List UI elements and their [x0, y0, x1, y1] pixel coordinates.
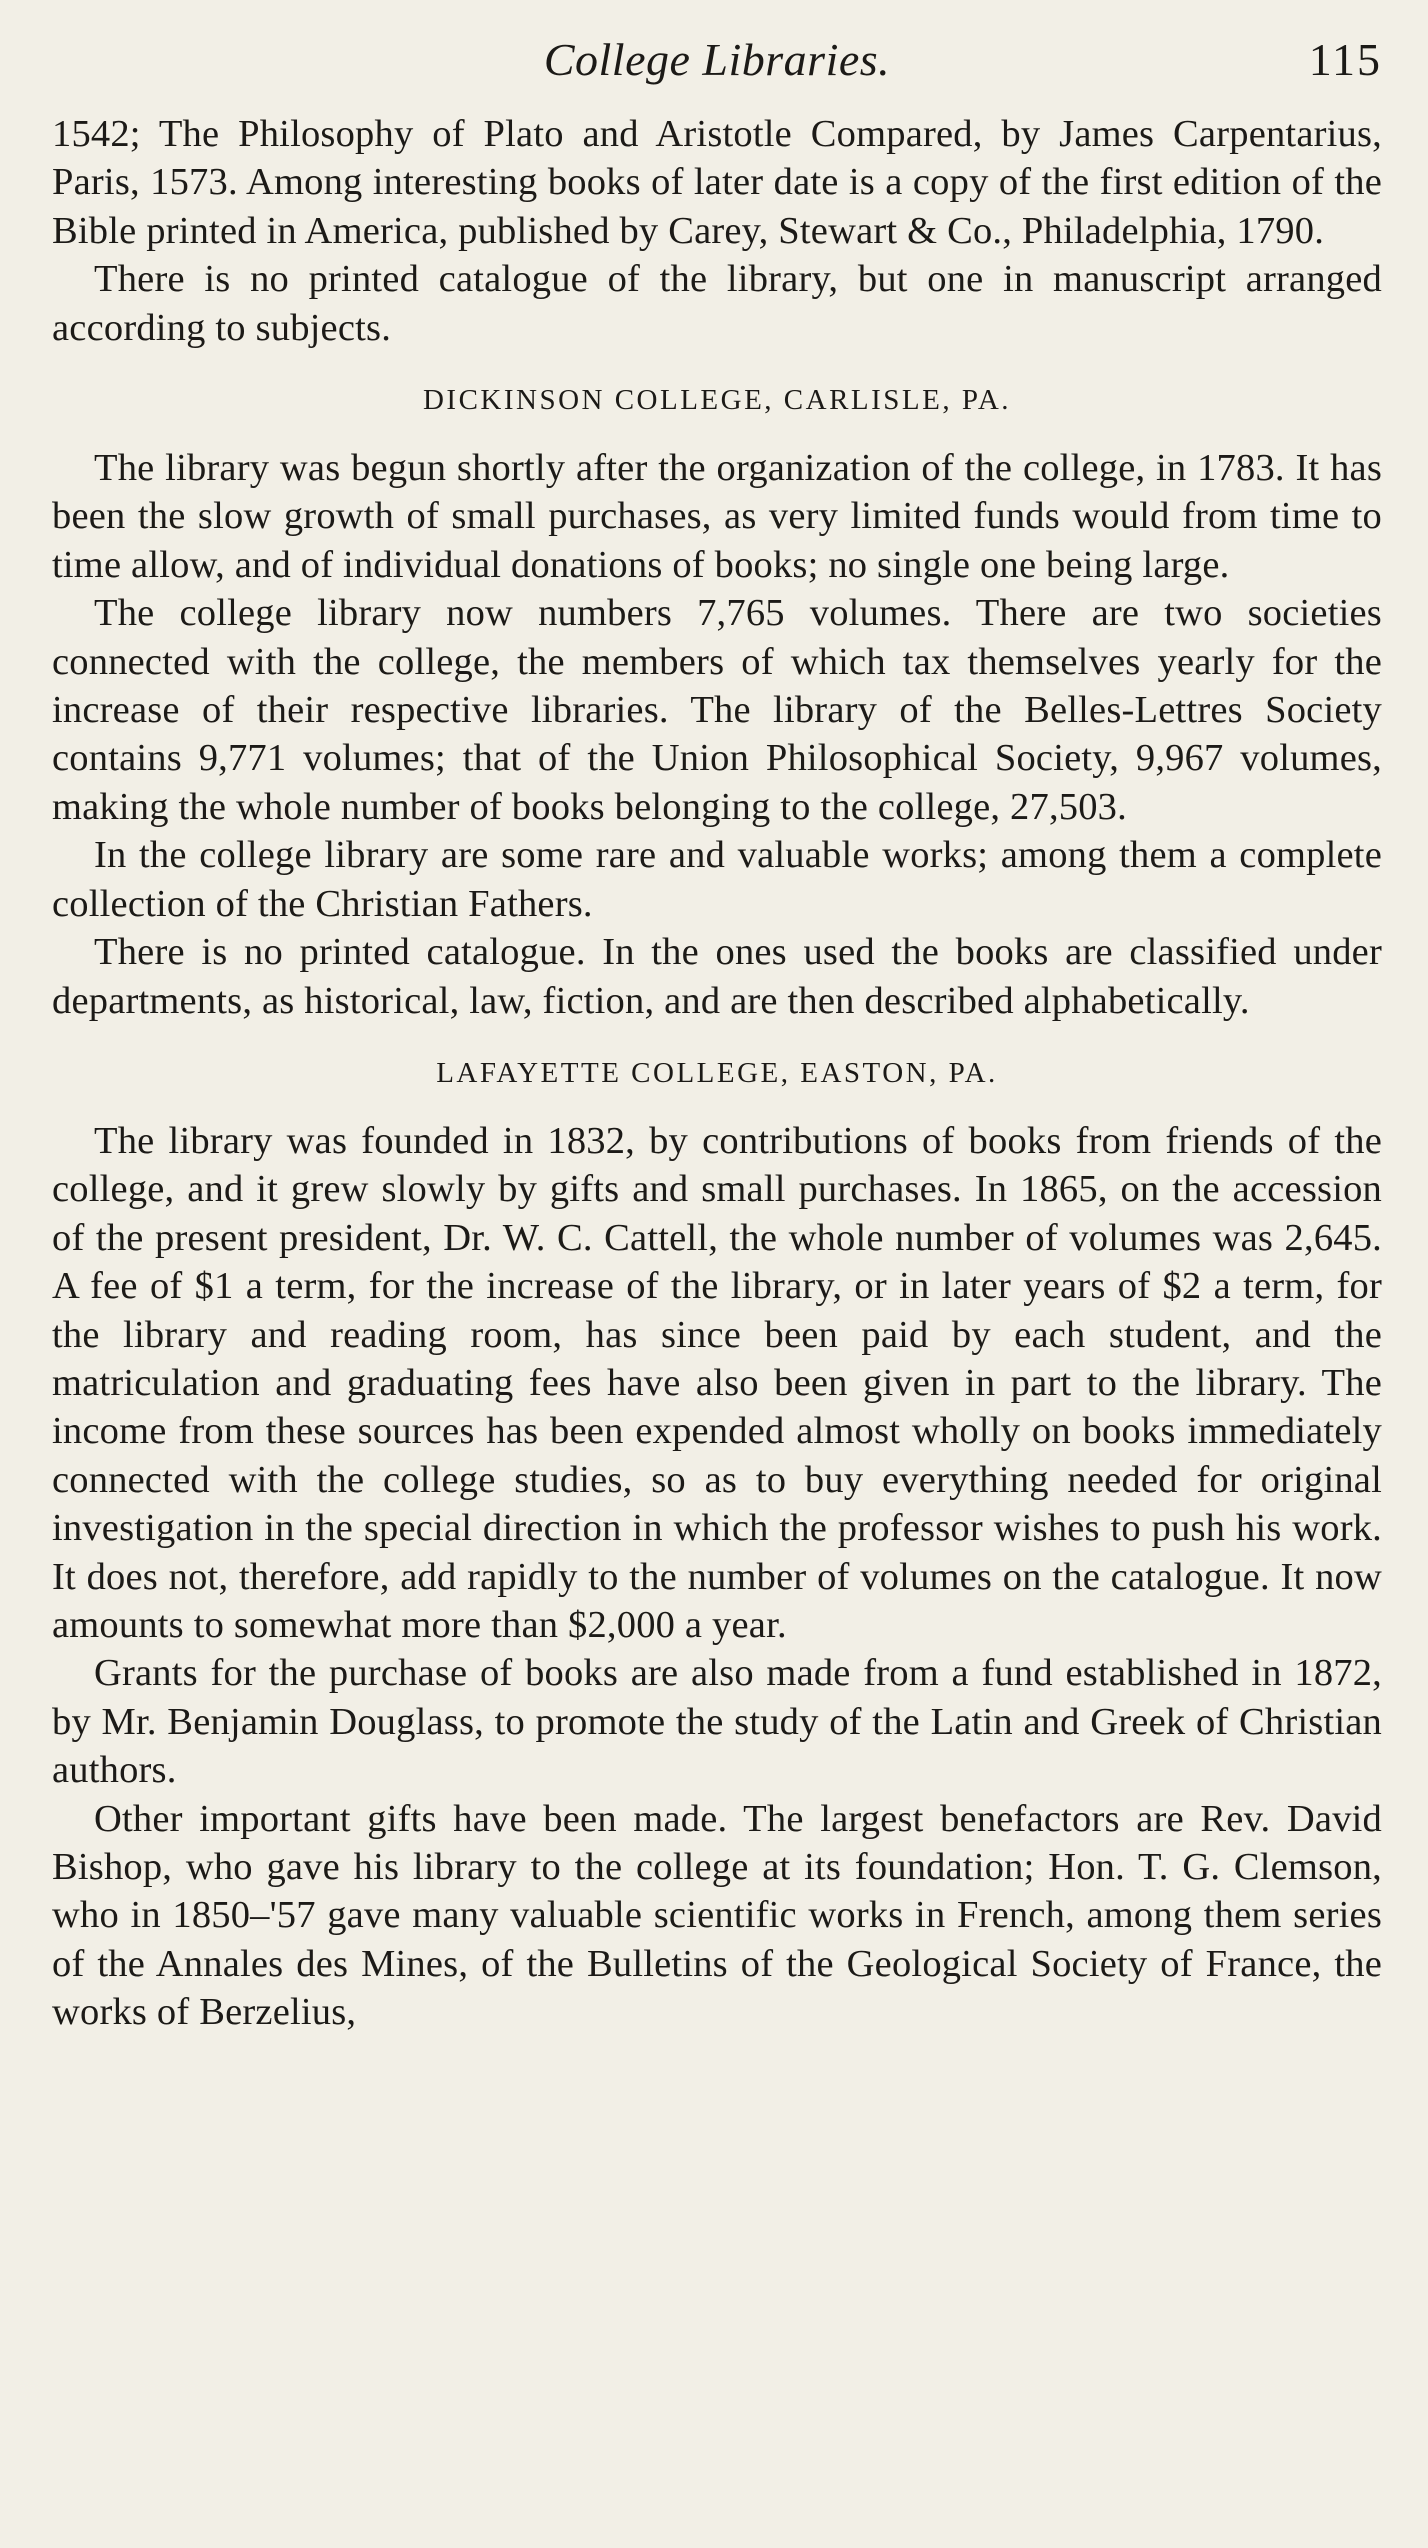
page-header — [52, 30, 1382, 90]
section-heading-lafayette: LAFAYETTE COLLEGE, EASTON, PA. — [436, 1056, 998, 1089]
page-number: 115 — [1308, 34, 1382, 85]
paragraph: In the college library are some rare and valuable works; among them a complete collection of the Christian Fathers. — [52, 834, 1382, 925]
paragraph: Other important gifts have been made. The largest benefactors are Rev. David Bishop, who gave his library to the college at its foundation; Hon. T. G. Clemson, who in 1850–'57 gave many valuable scientific works in French, among them series of the Annales des Mines, of the Bulletins of the Geological Society of France, the works of Berzelius, — [52, 1797, 1382, 2034]
paragraph: The library was founded in 1832, by contributions of books from friends of the college, and it grew slowly by gifts and small purchases. In 1865, on the accession of the present president, Dr. W. C. Cattell, the whole number of volumes was 2,645. A fee of $1 a term, for the increase of the library, or in later years of $2 a term, for the library and reading room, has since been paid by each student, and the matriculation and graduating fees have also been given in part to the library. The income from these sources has been expended almost wholly on books immediately connected with the college studies, so as to buy everything needed for original investigation in the special direction in which the professor wishes to push his work. It does not, therefore, add rapidly to the number of volumes on the catalogue. It now amounts to somewhat more than $2,000 a year. — [52, 1119, 1382, 1646]
paragraph: There is no printed catalogue. In the ones used the books are classified under departments, as historical, law, fiction, and are then described alphabetically. — [52, 931, 1382, 1022]
paragraph: There is no printed catalogue of the library, but one in manuscript arranged according to subjects. — [52, 258, 1382, 349]
running-title: College Libraries. — [543, 34, 891, 85]
page-body — [52, 110, 1382, 2037]
section-heading-dickinson: DICKINSON COLLEGE, CARLISLE, PA. — [422, 384, 1012, 417]
paragraph: The library was begun shortly after the organization of the college, in 1783. It has been the slow growth of small purchases, as very limited funds would from time to time allow, and of individual donations of books; no single one being large. — [52, 447, 1382, 586]
paragraph: Grants for the purchase of books are also made from a fund established in 1872, by Mr. Benjamin Douglass, to promote the study of the Latin and Greek of Christian authors. — [52, 1652, 1382, 1792]
paragraph: The college library now numbers 7,765 volumes. There are two societies connected with the college, the members of which tax themselves yearly for the increase of their respective libraries. The library of the Belles-Lettres Society contains 9,771 volumes; that of the Union Philosophical Society, 9,967 volumes, making the whole number of books belonging to the college, 27,503. — [52, 592, 1382, 828]
paragraph-continued: 1542; The Philosophy of Plato and Aristotle Compared, by James Carpentarius, Paris, 1573. Among interesting books of later date is a copy of the first edition of the Bible printed in America, published by Carey, Stewart & Co., Philadelphia, 1790. — [52, 113, 1382, 252]
